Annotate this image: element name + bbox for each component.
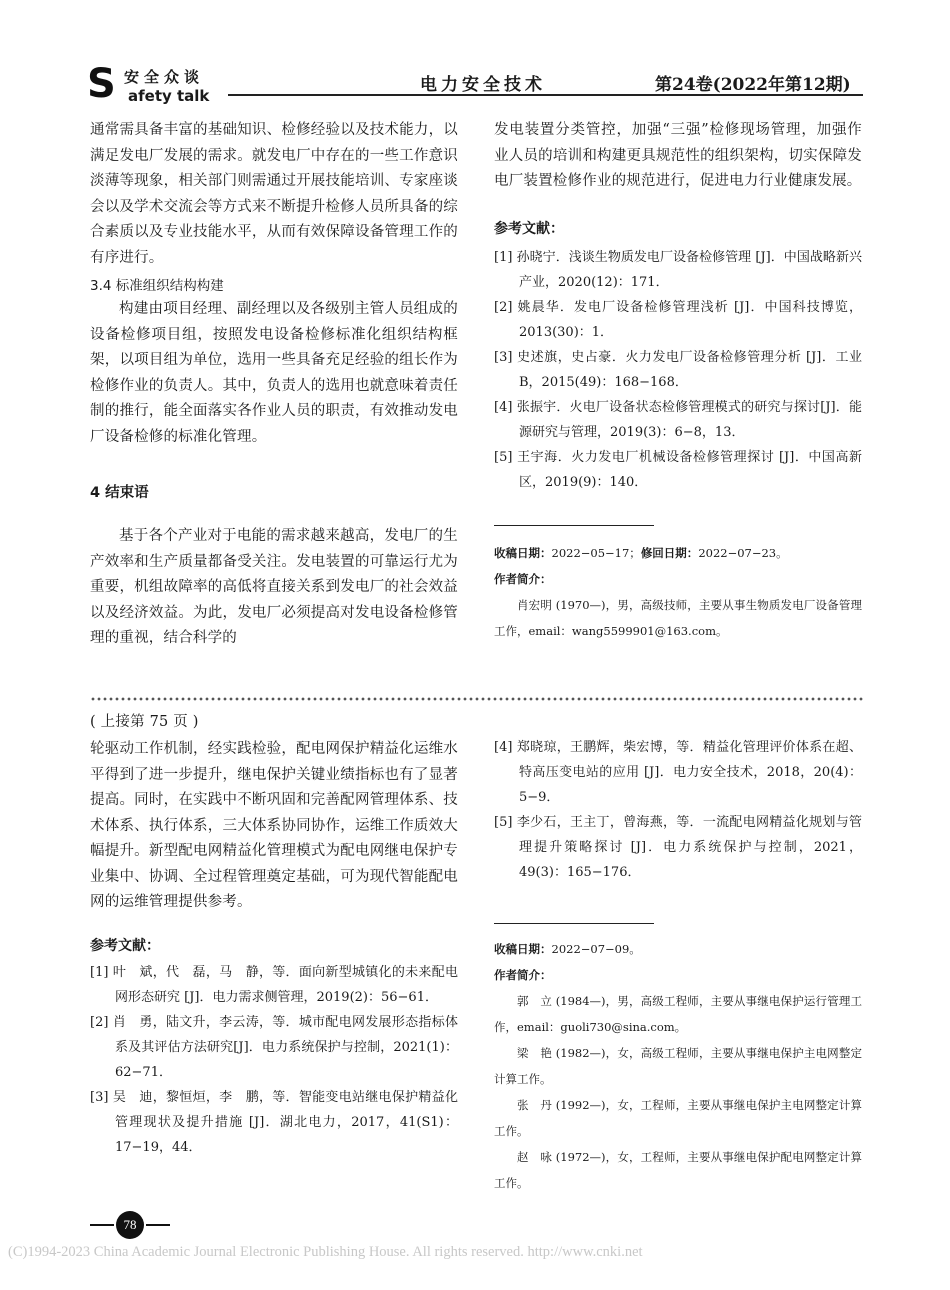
reference-item: [3] 史述旗，史占豪．火力发电厂设备检修管理分析 [J]．工业 B，2015(49)：168−168． bbox=[494, 349, 862, 390]
header-rule bbox=[228, 94, 863, 96]
footnote-rule bbox=[494, 923, 654, 924]
author-bio: 赵 咏 (1972—)，女，工程师，主要从事继电保护配电网整定计算工作。 bbox=[494, 1150, 862, 1190]
author-bio: 张 丹 (1992—)，女，工程师，主要从事继电保护主电网整定计算工作。 bbox=[494, 1098, 862, 1138]
author-bio: 郭 立 (1984—)，男，高级工程师，主要从事继电保护运行管理工作，email：guoli730@sina.com。 bbox=[494, 994, 862, 1034]
column-title-cn: 安全众谈 bbox=[124, 68, 205, 86]
references-heading: 参考文献： bbox=[90, 937, 160, 954]
page-number: 78 bbox=[116, 1211, 144, 1239]
column-title-en: afety talk bbox=[128, 87, 210, 105]
body-paragraph: 基于各个产业对于电能的需求越来越高，发电厂的生产效率和生产质量都备受关注。发电装置的可靠运行尤为重要，机组故障率的高低将直接关系到发电厂的社会效益以及经济效益。为此，发电厂必须提高对发电设备检修管理的重视，结合科学的 bbox=[90, 528, 458, 646]
footnote-rule bbox=[494, 525, 654, 526]
reference-item: [2] 肖 勇，陆文升，李云涛，等．城市配电网发展形态指标体系及其评估方法研究[J]．电力系统保护与控制，2021(1)：62−71． bbox=[90, 1014, 458, 1080]
copyright-watermark: (C)1994-2023 China Academic Journal Electronic Publishing House. All rights reserved. http://www.cnki.net bbox=[8, 1244, 643, 1260]
reference-list bbox=[494, 245, 862, 495]
reference-item: [4] 郑晓琼，王鹏辉，柴宏博，等．精益化管理评价体系在超、特高压变电站的应用 [J]．电力安全技术，2018，20(4)：5−9． bbox=[494, 740, 862, 805]
reference-item: [5] 王宇海．火力发电厂机械设备检修管理探讨 [J]．中国高新区，2019(9)：140． bbox=[494, 449, 862, 490]
received-date: 2022−05−17； bbox=[551, 545, 641, 560]
bottom-left-column bbox=[90, 711, 458, 1160]
body-paragraph: 轮驱动工作机制，经实践检验，配电网保护精益化运维水平得到了进一步提升，继电保护关键业绩指标也有了显著提高。同时，在实践中不断巩固和完善配网管理体系、技术体系、执行体系，三大体系协同协作，运维工作质效大幅提升。新型配电网精益化管理模式为配电网继电保护专业集中、协调、全过程管理奠定基础，可为现代智能配电网的运维管理提供参考。 bbox=[90, 741, 458, 910]
top-right-column bbox=[494, 118, 862, 644]
references-heading: 参考文献： bbox=[494, 220, 564, 237]
author-bio: 肖宏明 (1970—)，男，高级技师，主要从事生物质发电厂设备管理工作，email：wang5599901@163.com。 bbox=[494, 597, 862, 638]
reference-list bbox=[90, 960, 458, 1160]
received-label: 收稿日期： bbox=[494, 545, 552, 560]
received-date: 2022−07−09。 bbox=[551, 942, 641, 956]
issue-label: 第24卷(2022年第12期) bbox=[655, 75, 851, 95]
reference-item: [4] 张振宇．火电厂设备状态检修管理模式的研究与探讨[J]．能源研究与管理，2019(3)：6−8，13． bbox=[494, 399, 862, 440]
reference-item: [1] 叶 斌，代 磊，马 静，等．面向新型城镇化的未来配电网形态研究 [J]．电力需求侧管理，2019(2)：56−61． bbox=[90, 964, 458, 1005]
page-number-dash bbox=[90, 1224, 114, 1226]
body-paragraph: 发电装置分类管控，加强“三强”检修现场管理，加强作业人员的培训和构建更具规范性的组织架构，切实保障发电厂装置检修作业的规范进行，促进电力行业健康发展。 bbox=[494, 122, 862, 189]
revised-label: 修回日期： bbox=[640, 545, 699, 560]
author-bio: 梁 艳 (1982—)，女，高级工程师，主要从事继电保护主电网整定计算工作。 bbox=[494, 1046, 862, 1086]
article-separator bbox=[90, 696, 864, 702]
reference-list bbox=[494, 735, 862, 885]
author-label: 作者简介： bbox=[494, 571, 552, 586]
page-number-dash bbox=[146, 1224, 170, 1226]
body-paragraph: 通常需具备丰富的基础知识、检修经验以及技术能力，以满足发电厂发展的需求。就发电厂中存在的一些工作意识淡薄等现象，相关部门则需通过开展技能培训、专家座谈会以及学术交流会等方式来不断提升检修人员所具备的综合素质以及专业技能水平，从而有效保障设备管理工作的有序进行。 bbox=[90, 122, 458, 266]
reference-item: [1] 孙晓宁．浅谈生物质发电厂设备检修管理 [J]．中国战略新兴产业，2020(12)：171． bbox=[494, 249, 862, 290]
journal-title: 电力安全技术 bbox=[420, 75, 546, 95]
article-meta bbox=[494, 540, 862, 644]
reference-item: [3] 吴 迪，黎恒烜，李 鹏，等．智能变电站继电保护精益化管理现状及提升措施 [J]．湖北电力，2017，41(S1)：17−19，44． bbox=[90, 1089, 458, 1155]
bottom-right-column bbox=[494, 735, 862, 1196]
top-left-column bbox=[90, 118, 458, 652]
received-label: 收稿日期： bbox=[494, 942, 552, 956]
revised-date: 2022−07−23。 bbox=[698, 545, 788, 560]
author-label: 作者简介： bbox=[494, 968, 552, 982]
logo-s-letter: S bbox=[87, 61, 116, 107]
continued-note: ( 上接第 75 页 ) bbox=[90, 714, 199, 730]
reference-item: [2] 姚晨华．发电厂设备检修管理浅析 [J]．中国科技博览，2013(30)：1． bbox=[494, 299, 862, 340]
subsection-heading: 3.4 标准组织结构构建 bbox=[90, 278, 224, 294]
reference-item: [5] 李少石，王主丁，曾海燕，等．一流配电网精益化规划与管理提升策略探讨 [J]．电力系统保护与控制，2021，49(3)：165−176． bbox=[494, 815, 862, 880]
article-meta bbox=[494, 936, 862, 1196]
body-paragraph: 构建由项目经理、副经理以及各级别主管人员组成的设备检修项目组，按照发电设备检修标准化组织结构框架，以项目组为单位，选用一些具备充足经验的组长作为检修作业的负责人。其中，负责人的选用也就意味着责任制的推行，能全面落实各作业人员的职责，有效推动发电厂设备检修的标准化管理。 bbox=[90, 301, 458, 445]
section-heading: 4 结束语 bbox=[90, 485, 149, 501]
